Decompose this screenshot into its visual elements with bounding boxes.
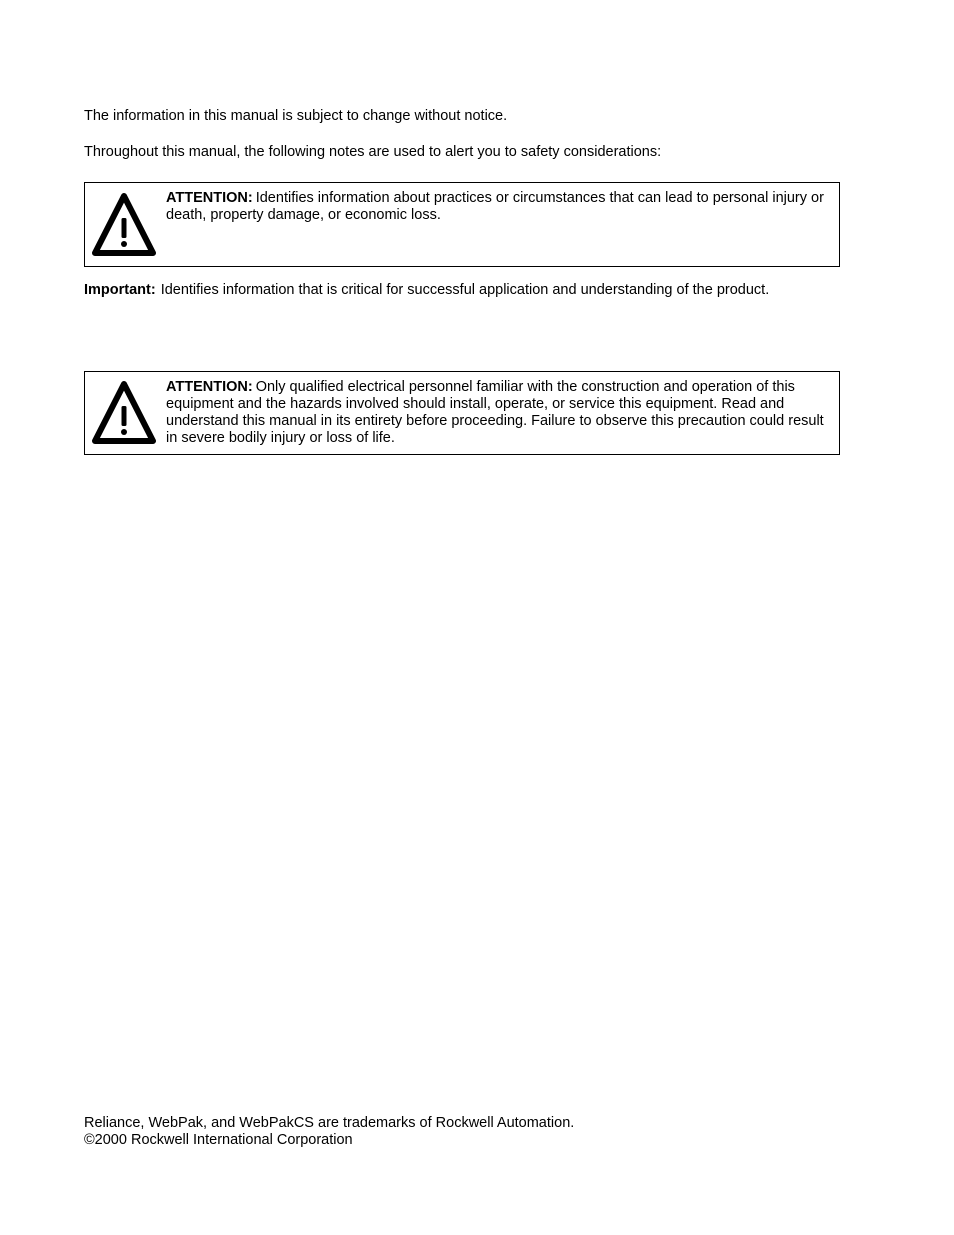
important-label: Important:	[84, 282, 156, 298]
important-definition	[84, 282, 769, 299]
attention-description: Identifies information about practices or circumstances that can lead to personal injury or death, property damage, or economic loss.	[166, 190, 824, 223]
warning-triangle-icon	[90, 378, 158, 446]
attention-label: ATTENTION:	[166, 190, 253, 206]
safety-intro-text: Throughout this manual, the following notes are used to alert you to safety considerations:	[84, 144, 662, 160]
important-description: Identifies information that is critical for successful application and understanding of the product.	[160, 282, 770, 298]
qualified-personnel-warning-box	[84, 371, 840, 455]
attention-definition-box	[84, 182, 840, 267]
attention-label: ATTENTION:	[166, 379, 253, 395]
qualified-personnel-warning-text	[166, 379, 830, 447]
change-notice-text: The information in this manual is subject to change without notice.	[84, 108, 508, 124]
warning-description: Only qualified electrical personnel familiar with the construction and operation of this equipment and the hazards involved should install, operate, or service this equipment. Read and understand this manual in its entirety before proceeding. Failure to observe this precaution could result in severe bodily injury or loss of life.	[166, 379, 824, 446]
attention-definition-text	[166, 190, 830, 224]
trademark-notice: Reliance, WebPak, and WebPakCS are trademarks of Rockwell Automation.	[84, 1115, 575, 1131]
warning-triangle-icon	[90, 190, 158, 258]
footer	[84, 1115, 574, 1149]
copyright-notice: ©2000 Rockwell International Corporation	[84, 1132, 353, 1148]
